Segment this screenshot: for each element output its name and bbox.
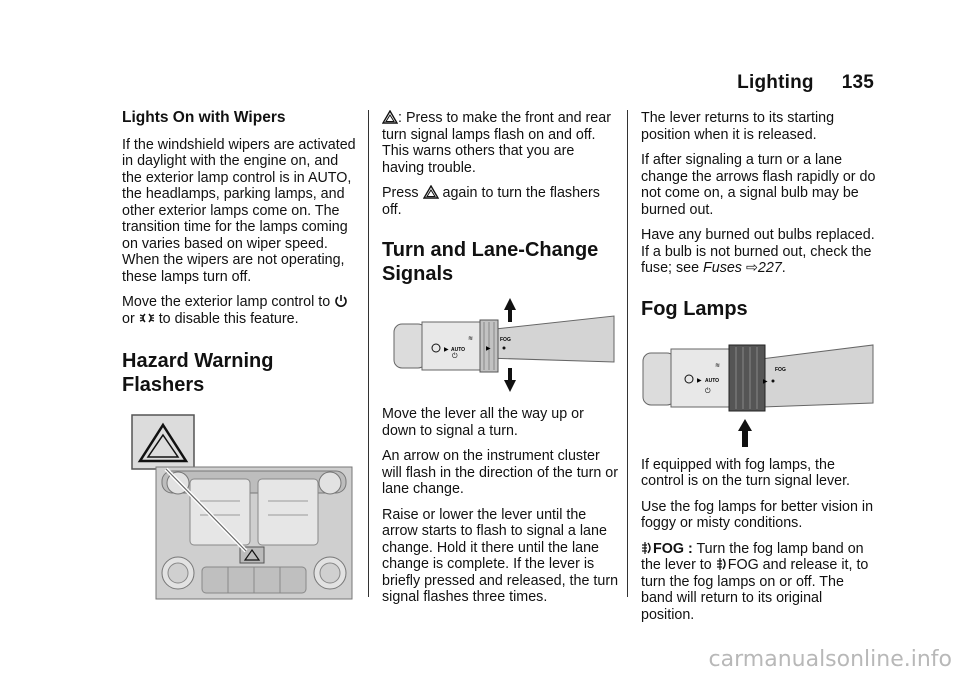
- heading-fog-lamps: Fog Lamps: [641, 297, 748, 320]
- svg-text:≋: ≋: [468, 335, 474, 342]
- fog-lamp-icon: [716, 557, 728, 571]
- column-divider: [627, 110, 628, 597]
- svg-text:▶: ▶: [444, 346, 449, 353]
- svg-text:▶: ▶: [763, 377, 768, 385]
- svg-text:≋: ≋: [715, 361, 721, 369]
- svg-text:⏻: ⏻: [705, 386, 711, 395]
- hazard-icon: [423, 185, 439, 199]
- svg-text:AUTO: AUTO: [451, 347, 466, 353]
- column-divider: [368, 110, 369, 597]
- page-header: [737, 72, 874, 94]
- svg-text:▶: ▶: [486, 345, 491, 352]
- paragraph: Move the lever all the way up or down to signal a turn.: [382, 406, 584, 439]
- heading-lights-on-with-wipers: Lights On with Wipers: [122, 109, 286, 126]
- svg-text:⏻: ⏻: [452, 352, 458, 360]
- watermark: carmanualsonline.info: [708, 647, 952, 672]
- paragraph: Use the fog lamps for better vision in foggy or misty conditions.: [641, 498, 874, 531]
- page-reference[interactable]: 227: [757, 260, 782, 276]
- heading-turn-and-lane-change-signals: Turn and Lane-Change Signals: [382, 239, 599, 285]
- column-1: [122, 110, 360, 601]
- hazard-icon: [382, 110, 398, 124]
- fog-lamp-icon: [641, 541, 653, 555]
- hazard-button-illustration: [122, 411, 354, 601]
- paragraph: If after signaling a turn or a lane change the arrows flash rapidly or do not come on, a signal bulb may be burned out.: [641, 152, 876, 218]
- paragraph: If the windshield wipers are activated in daylight with the engine on, and the exterior lamp control is in AUTO, the headlamps, parking lamps, and other exterior lamps come on. The transition time for the lamps coming on varies based on wiper speed. When the wipers are not operating, these lamps turn off.: [122, 136, 356, 285]
- column-2: [382, 110, 620, 615]
- paragraph: Move the exterior lamp control to or to disable this feature.: [122, 294, 360, 327]
- svg-text:AUTO: AUTO: [705, 377, 720, 384]
- svg-text:FOG: FOG: [775, 366, 786, 373]
- page-number: 135: [841, 72, 874, 93]
- power-off-icon: [334, 294, 348, 308]
- column-3: [641, 110, 879, 632]
- svg-text:▶: ▶: [697, 376, 702, 384]
- paragraph: FOG : Turn the fog lamp band on the lever to FOG and release it, to turn the fog lamps on or off. The band will return to its original position.: [641, 540, 869, 623]
- svg-text:FOG: FOG: [500, 337, 511, 343]
- parking-lamp-icon: [139, 311, 155, 325]
- page-ref-arrow-icon: ⇨: [745, 260, 758, 276]
- fuses-link[interactable]: Fuses: [703, 260, 742, 276]
- heading-hazard-warning-flashers: Hazard Warning Flashers: [122, 350, 274, 396]
- paragraph: Raise or lower the lever until the arrow starts to flash to signal a lane change. Hold it there until the lane change is complete. If the lever is briefly pressed and released, the turn signal flashes three times.: [382, 506, 619, 605]
- paragraph: If equipped with fog lamps, the control is on the turn signal lever.: [641, 456, 851, 489]
- paragraph: Have any burned out bulbs replaced. If a bulb is not burned out, check the fuse; see Fuses ⇨227.: [641, 227, 875, 276]
- paragraph: The lever returns to its starting position when it is released.: [641, 110, 835, 143]
- paragraph: : Press to make the front and rear turn signal lamps flash on and off. This warns others that you are having trouble.: [382, 110, 611, 176]
- paragraph: An arrow on the instrument cluster will flash in the direction of the turn or lane change.: [382, 448, 619, 497]
- turn-signal-lever-illustration: [382, 296, 616, 394]
- paragraph: Press again to turn the flashers off.: [382, 185, 600, 218]
- fog-lamp-lever-illustration: [641, 331, 875, 449]
- section-title: Lighting: [737, 72, 814, 93]
